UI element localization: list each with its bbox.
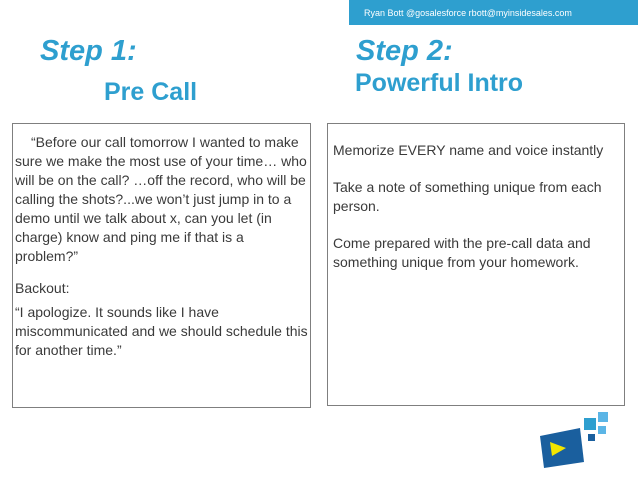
step2-subtitle: Powerful Intro — [355, 69, 524, 97]
pre-call-textbox — [12, 123, 311, 408]
play-button-logo-icon — [536, 408, 616, 468]
intro-tip-prepared: Come prepared with the pre-call data and something unique from your homework. — [333, 235, 591, 270]
header-bar — [349, 0, 638, 25]
step1-subtitle: Pre Call — [104, 78, 198, 106]
step2-title: Step 2: — [356, 35, 453, 67]
step1-title: Step 1: — [40, 35, 137, 67]
intro-tip-unique: Take a note of something unique from each person. — [333, 179, 602, 214]
header-contact-text: Ryan Bott @gosalesforce rbott@myinsidesales.com — [364, 7, 572, 18]
backout-label: Backout: — [15, 280, 70, 296]
powerful-intro-textbox — [327, 123, 625, 406]
pre-call-script: “Before our call tomorrow I wanted to make sure we make the most use of your time… who will be on the call? …off the record, who will be calling the shots?...we won’t just jump in to a demo until we talk about x, can you let (in charge) know and ping me if that is a problem?” — [15, 134, 307, 264]
intro-tip-names: Memorize EVERY name and voice instantly — [333, 142, 604, 158]
backout-script: “I apologize. It sounds like I have miscommunicated and we should schedule this for another time.” — [15, 304, 308, 358]
